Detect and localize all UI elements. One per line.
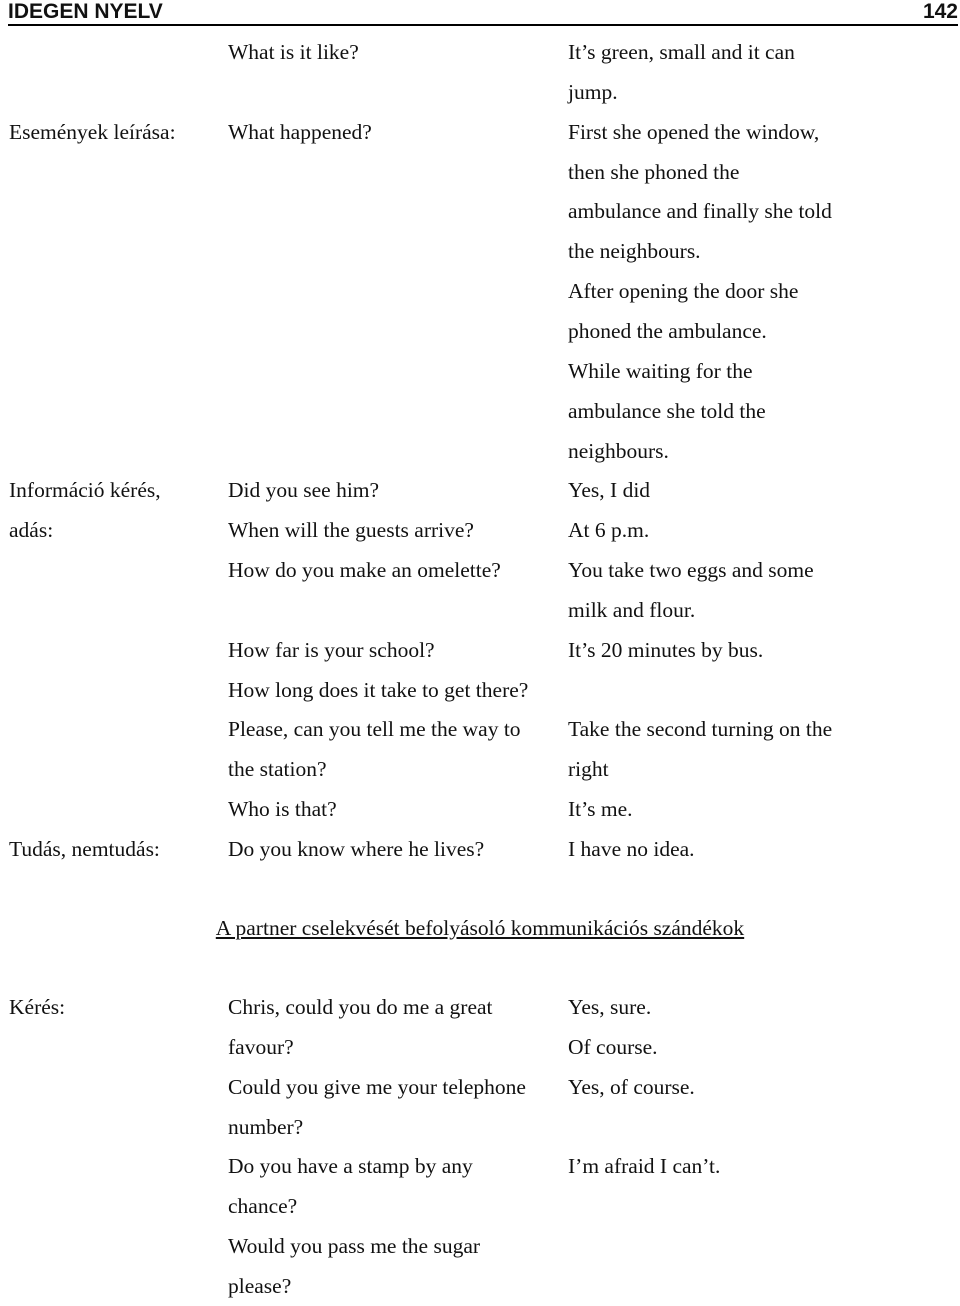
example-answer: ambulance she told the — [568, 398, 766, 423]
example-answer: ambulance and finally she told — [568, 199, 832, 224]
example-answer: Take the second turning on the — [568, 717, 833, 742]
example-question: Could you give me your telephone — [228, 1074, 526, 1099]
page-header — [8, 0, 958, 26]
page-number: 142 — [922, 0, 958, 23]
example-answer: Of course. — [568, 1034, 658, 1059]
example-question: When will the guests arrive? — [228, 518, 474, 543]
category-label: Események leírása: — [9, 119, 176, 144]
category-label: Tudás, nemtudás: — [9, 837, 160, 861]
example-question: Do you know where he lives? — [228, 837, 485, 861]
example-question: Would you pass me the sugar — [228, 1234, 481, 1259]
example-answer: First she opened the window, — [568, 119, 820, 144]
example-answer: While waiting for the — [568, 358, 753, 383]
example-question: please? — [228, 1273, 292, 1298]
example-answer: I’m afraid I can’t. — [568, 1154, 721, 1179]
example-answer: It’s green, small and it can — [568, 40, 795, 64]
example-question: How do you make an omelette? — [228, 558, 501, 583]
example-question: Please, can you tell me the way to — [228, 717, 521, 742]
example-question: chance? — [228, 1194, 298, 1219]
example-question: the station? — [228, 757, 327, 782]
example-question: Do you have a stamp by any — [228, 1154, 473, 1179]
example-question: Chris, could you do me a great — [228, 995, 493, 1019]
example-answer: neighbours. — [568, 438, 669, 463]
example-answer: Yes, of course. — [568, 1074, 695, 1099]
example-answer: After opening the door she — [568, 279, 799, 304]
section-heading: A partner cselekvését befolyásoló kommunikációs szándékok — [215, 916, 745, 940]
example-question: What happened? — [228, 119, 372, 144]
category-label: Kérés: — [9, 995, 66, 1019]
example-answer: I have no idea. — [568, 837, 695, 861]
example-answer: You take two eggs and some — [568, 558, 814, 583]
category-label: adás: — [9, 518, 54, 543]
example-answer: Yes, sure. — [568, 995, 652, 1019]
example-answer: It’s 20 minutes by bus. — [568, 637, 764, 662]
example-question: favour? — [228, 1034, 294, 1059]
example-answer: jump. — [568, 79, 618, 104]
example-answer: milk and flour. — [568, 597, 696, 622]
example-question: Did you see him? — [228, 478, 380, 503]
example-answer: the neighbours. — [568, 239, 701, 264]
example-answer: right — [568, 757, 609, 782]
example-question: Who is that? — [228, 797, 337, 822]
example-question: How long does it take to get there? — [228, 677, 529, 702]
example-question: number? — [228, 1114, 304, 1139]
example-answer: At 6 p.m. — [568, 518, 650, 543]
example-answer: phoned the ambulance. — [568, 318, 767, 343]
example-question: What is it like? — [228, 40, 359, 64]
example-answer: Yes, I did — [568, 478, 651, 503]
example-answer: then she phoned the — [568, 159, 740, 184]
example-answer: It’s me. — [568, 797, 633, 822]
example-question: How far is your school? — [228, 637, 435, 662]
header-title: IDEGEN NYELV — [8, 0, 163, 23]
category-label: Információ kérés, — [9, 478, 161, 503]
